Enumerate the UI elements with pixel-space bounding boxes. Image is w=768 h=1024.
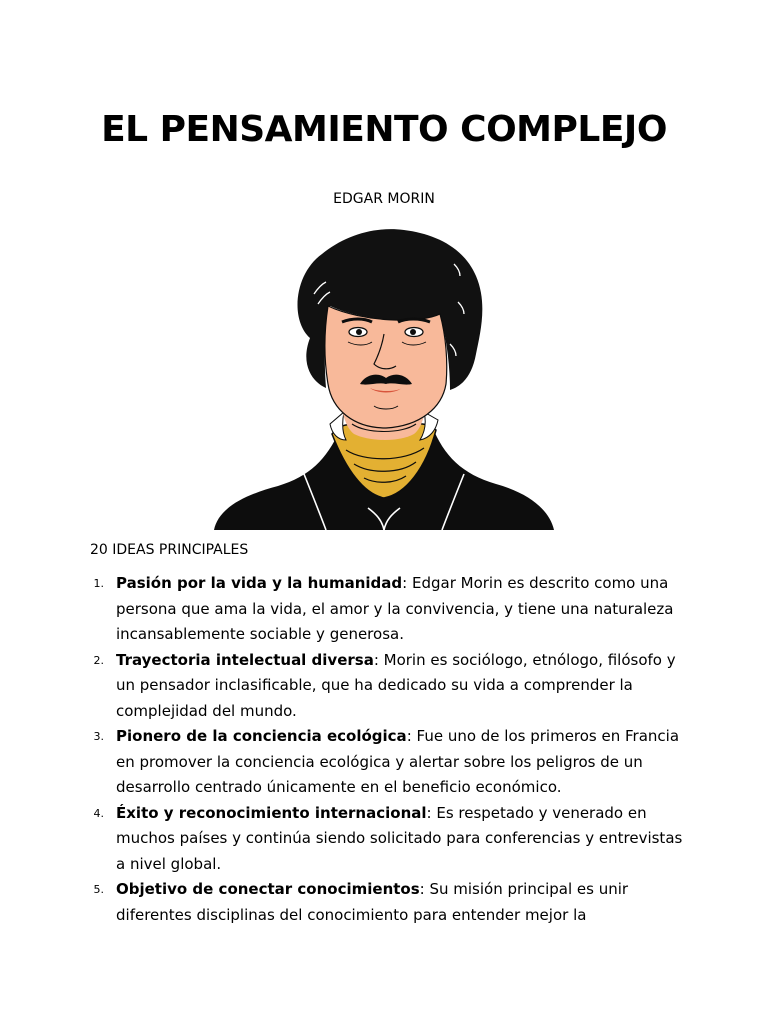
list-item bbox=[90, 877, 690, 928]
ideas-list bbox=[90, 571, 690, 928]
list-item bbox=[90, 801, 690, 878]
list-item-number: 2. bbox=[93, 653, 104, 667]
left-pupil bbox=[356, 329, 362, 335]
list-item-title: Éxito y reconocimiento internacional bbox=[116, 803, 427, 822]
list-item bbox=[90, 724, 690, 801]
list-item-text: : Morin es sociólogo, etnólogo, filósofo y un pensador inclasificable, que ha dedicado su vida a comprender la complejidad del mundo. bbox=[116, 650, 676, 720]
face-shape bbox=[325, 306, 447, 428]
author-name: EDGAR MORIN bbox=[333, 191, 435, 207]
list-item-number: 3. bbox=[93, 730, 104, 743]
list-item-text: : Fue uno de los primeros en Francia en promover la conciencia ecológica y alertar sobre los peligros de un desarrollo centrado únicamente en el beneficio económico. bbox=[116, 727, 680, 796]
portrait-illustration bbox=[214, 224, 554, 532]
list-item-number: 1. bbox=[93, 577, 104, 590]
list-item-content bbox=[116, 571, 686, 648]
list-item bbox=[90, 648, 690, 725]
list-item-number: 4. bbox=[93, 806, 104, 820]
list-item-content bbox=[116, 648, 686, 725]
list-item-text: : Su misión principal es unir diferentes disciplinas del conocimiento para entender mejor la bbox=[116, 880, 629, 924]
list-item-content bbox=[116, 877, 686, 928]
list-item-number: 5. bbox=[93, 883, 104, 896]
list-item-title: Pionero de la conciencia ecológica bbox=[116, 727, 407, 745]
list-item-content bbox=[116, 801, 686, 878]
list-item-text: : Edgar Morin es descrito como una persona que ama la vida, el amor y la convivencia, y tiene una naturaleza incansablemente sociable y generosa. bbox=[116, 574, 674, 643]
list-item-title: Trayectoria intelectual diversa bbox=[116, 650, 374, 669]
document-title: EL PENSAMIENTO COMPLEJO bbox=[101, 109, 667, 150]
list-item-title: Pasión por la vida y la humanidad bbox=[116, 574, 403, 592]
list-item-content bbox=[116, 724, 686, 801]
section-heading: 20 IDEAS PRINCIPALES bbox=[90, 542, 249, 558]
list-item-title: Objetivo de conectar conocimientos bbox=[116, 880, 420, 898]
list-item-text: : Es respetado y venerado en muchos países y continúa siendo solicitado para conferencias y entrevistas a nivel global. bbox=[116, 803, 683, 873]
list-item bbox=[90, 571, 690, 648]
right-pupil bbox=[410, 329, 416, 335]
